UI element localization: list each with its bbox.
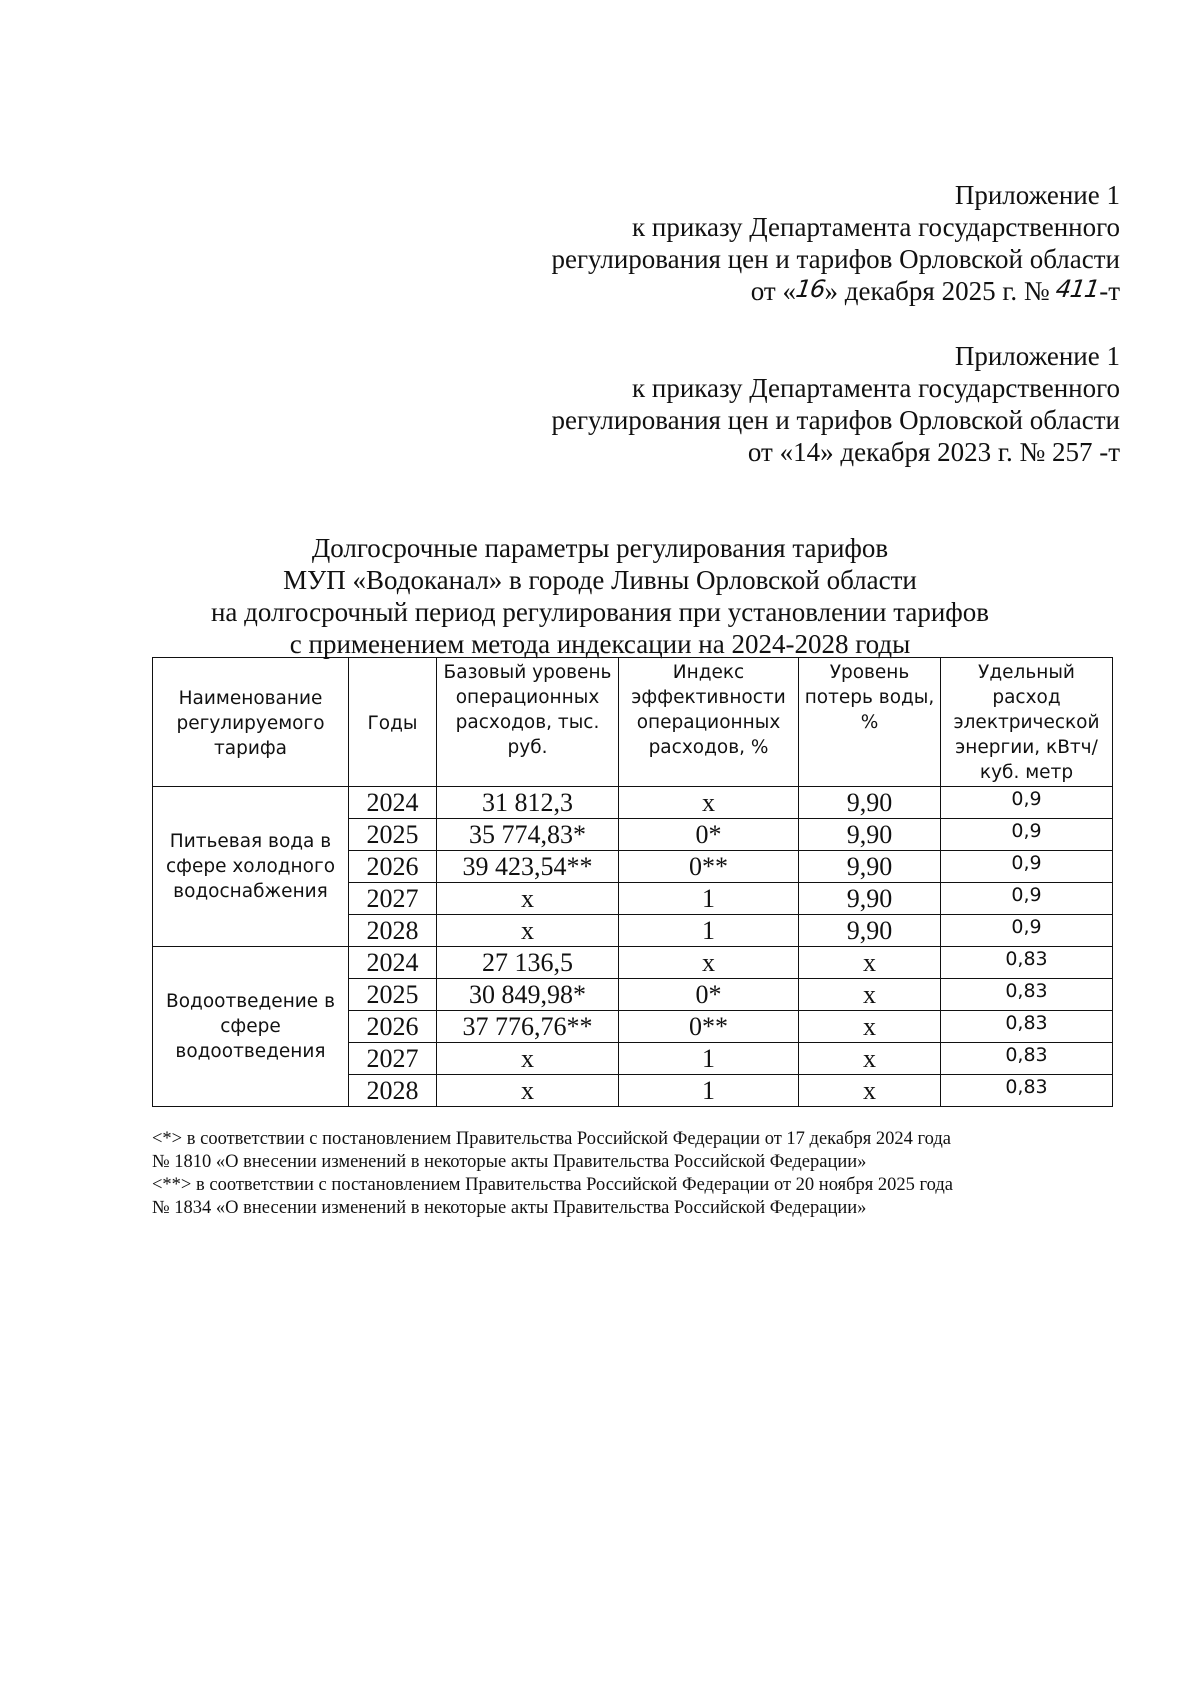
cell-losses: 9,90: [799, 851, 941, 883]
cell-base: 31 812,3: [437, 787, 619, 819]
header-years: Годы: [349, 658, 437, 787]
appendix-current-line1: к приказу Департамента государственного: [632, 212, 1120, 242]
footnote-1-line-2: № 1810 «О внесении изменений в некоторые акты Правительства Российской Федерации»: [152, 1152, 867, 1172]
table-header-row: [153, 658, 1113, 787]
appendix-current-title: Приложение 1: [954, 180, 1120, 210]
cell-base: 27 136,5: [437, 947, 619, 979]
appendix-original-title: Приложение 1: [954, 341, 1120, 371]
order-suffix: -т: [1099, 276, 1120, 306]
footnote-2-line-1: <**> в соответствии с постановлением Правительства Российской Федерации от 20 ноября 2025 года: [152, 1175, 953, 1195]
table-row: [153, 947, 1113, 979]
date-prefix: от «: [750, 276, 796, 306]
appendix-original-line1: к приказу Департамента государственного: [632, 373, 1120, 403]
header-efficiency-index: Индекс эффективности операционных расходов, %: [619, 658, 799, 787]
header-water-losses: Уровень потерь воды, %: [799, 658, 941, 787]
cell-energy: 0,83: [941, 1075, 1113, 1107]
cell-energy: 0,9: [941, 883, 1113, 915]
cell-year: 2027: [349, 883, 437, 915]
header-base-level: Базовый уровень операционных расходов, тыс. руб.: [437, 658, 619, 787]
cell-energy: 0,9: [941, 819, 1113, 851]
title-line-3: на долгосрочный период регулирования при установлении тарифов: [210, 597, 990, 627]
cell-losses: х: [799, 1011, 941, 1043]
cell-base: х: [437, 1043, 619, 1075]
cell-year: 2025: [349, 979, 437, 1011]
title-line-1: Долгосрочные параметры регулирования тарифов: [311, 533, 889, 563]
parameters-table: [152, 657, 1113, 1107]
cell-energy: 0,83: [941, 1043, 1113, 1075]
date-middle: » декабря 2025 г. №: [824, 276, 1050, 306]
cell-energy: 0,9: [941, 787, 1113, 819]
table-row: [153, 787, 1113, 819]
cell-losses: х: [799, 979, 941, 1011]
cell-year: 2026: [349, 851, 437, 883]
cell-base: 35 774,83*: [437, 819, 619, 851]
cell-year: 2024: [349, 787, 437, 819]
header-energy-consumption: Удельный расход электрической энергии, кВтч/куб. метр: [941, 658, 1113, 787]
cell-index: х: [619, 947, 799, 979]
cell-index: 1: [619, 915, 799, 947]
cell-year: 2028: [349, 1075, 437, 1107]
cell-energy: 0,9: [941, 915, 1113, 947]
footnote-1-line-1: <*> в соответствии с постановлением Правительства Российской Федерации от 17 декабря 2024 года: [152, 1129, 951, 1149]
cell-year: 2028: [349, 915, 437, 947]
handwritten-number: 411: [1054, 275, 1102, 303]
cell-energy: 0,83: [941, 1011, 1113, 1043]
cell-year: 2026: [349, 1011, 437, 1043]
cell-losses: х: [799, 1075, 941, 1107]
cell-index: 0**: [619, 851, 799, 883]
appendix-current-line2: регулирования цен и тарифов Орловской области: [551, 244, 1120, 274]
cell-energy: 0,9: [941, 851, 1113, 883]
cell-index: 0*: [619, 979, 799, 1011]
cell-losses: х: [799, 1043, 941, 1075]
cell-losses: х: [799, 947, 941, 979]
header-tariff-name: Наименование регулируемого тарифа: [153, 658, 349, 787]
cell-base: 30 849,98*: [437, 979, 619, 1011]
cell-index: 1: [619, 1075, 799, 1107]
cell-base: 37 776,76**: [437, 1011, 619, 1043]
cell-index: 0*: [619, 819, 799, 851]
cell-index: 1: [619, 1043, 799, 1075]
group-name-water-supply: Питьевая вода в сфере холодного водоснабжения: [153, 787, 349, 947]
document-title: [150, 532, 1050, 660]
footnotes: [152, 1128, 1112, 1220]
cell-base: х: [437, 1075, 619, 1107]
cell-base: 39 423,54**: [437, 851, 619, 883]
cell-year: 2025: [349, 819, 437, 851]
title-line-4: с применением метода индексации на 2024-2028 годы: [289, 629, 911, 659]
cell-losses: 9,90: [799, 819, 941, 851]
appendix-original-line3: от «14» декабря 2023 г. № 257 -т: [747, 437, 1120, 467]
cell-losses: 9,90: [799, 883, 941, 915]
cell-index: х: [619, 787, 799, 819]
appendix-original-block: [420, 340, 1120, 468]
cell-index: 1: [619, 883, 799, 915]
cell-index: 0**: [619, 1011, 799, 1043]
cell-base: х: [437, 915, 619, 947]
cell-year: 2027: [349, 1043, 437, 1075]
cell-base: х: [437, 883, 619, 915]
title-line-2: МУП «Водоканал» в городе Ливны Орловской области: [283, 565, 917, 595]
group-name-wastewater: Водоотведение в сфере водоотведения: [153, 947, 349, 1107]
appendix-current-date-line: [420, 275, 1120, 308]
cell-energy: 0,83: [941, 979, 1113, 1011]
handwritten-day: 16: [794, 275, 827, 303]
appendix-current-block: [420, 179, 1120, 308]
cell-energy: 0,83: [941, 947, 1113, 979]
appendix-original-line2: регулирования цен и тарифов Орловской области: [551, 405, 1120, 435]
cell-year: 2024: [349, 947, 437, 979]
footnote-2-line-2: № 1834 «О внесении изменений в некоторые акты Правительства Российской Федерации»: [152, 1198, 867, 1218]
cell-losses: 9,90: [799, 915, 941, 947]
cell-losses: 9,90: [799, 787, 941, 819]
